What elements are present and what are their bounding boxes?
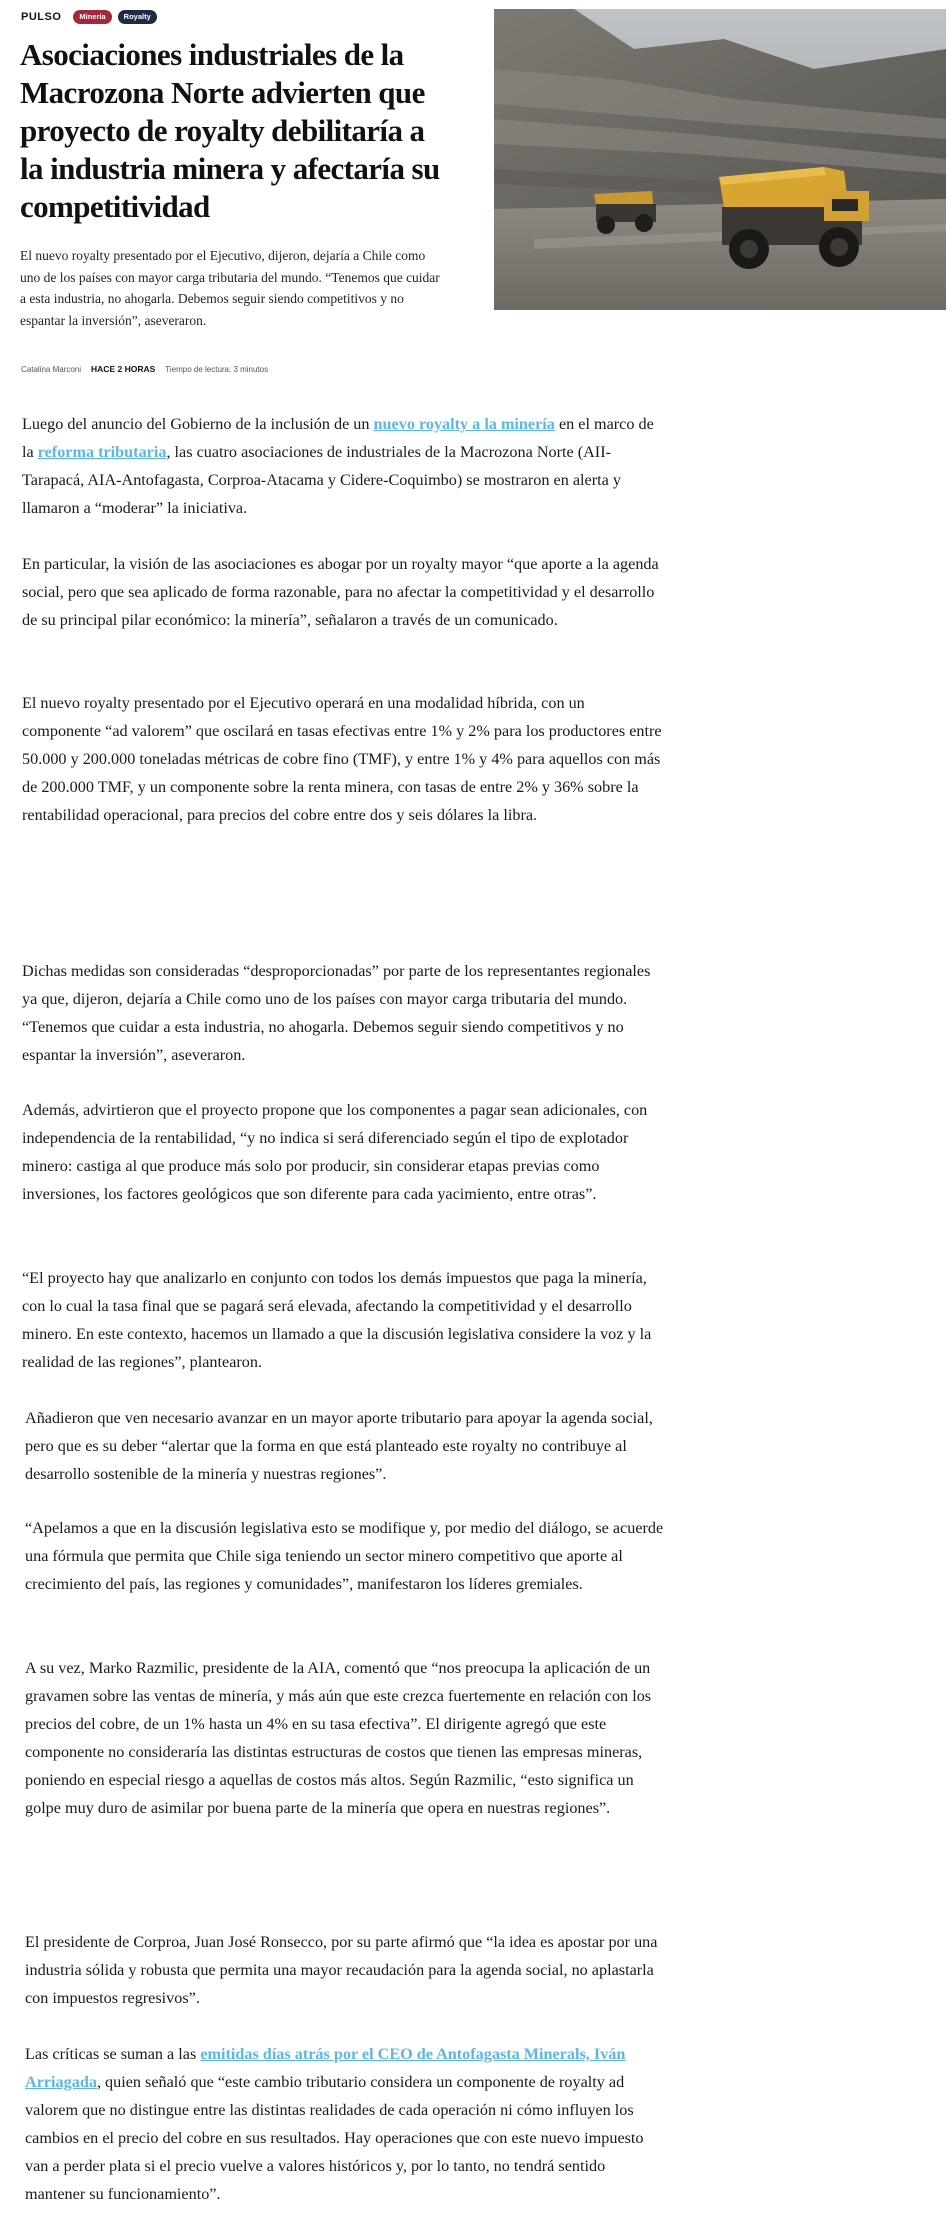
body-paragraph-10: El presidente de Corproa, Juan José Ronsecco, por su parte afirmó que “la idea es apostar por una industria sólida y robusta que permita una mayor recaudación para la agenda social, no aplastarla con impuestos regresivos”. xyxy=(25,1933,658,2007)
body-paragraph-1 xyxy=(22,410,662,522)
byline xyxy=(21,364,268,374)
body-paragraph-6: “El proyecto hay que analizarlo en conjunto con todos los demás impuestos que paga la minería, con lo cual la tasa final que se pagará será elevada, afectando la competitividad y el desarrollo minero. En este contexto, hacemos un llamado a que la discusión legislativa considere la voz y la realidad de las regiones”, plantearon. xyxy=(22,1269,652,1371)
p1-text-c: , las cuatro asociaciones de industriales de la Macrozona Norte (AII-Tarapacá, AIA-Antofagasta, Corproa-Atacama y Cidere-Coquimbo) se mostraron en alerta y llamaron a “moderar” la iniciativa. xyxy=(22,443,621,517)
link-emitidas-ceo-antofagasta[interactable]: emitidas días atrás por el CEO de Antofagasta Minerals, Iván Arriagada xyxy=(25,2045,626,2091)
tag-royalty[interactable]: Royalty xyxy=(118,10,157,24)
reading-time: Tiempo de lectura: 3 minutos xyxy=(165,364,269,374)
p1-text-b: en el marco de la xyxy=(22,415,654,461)
body-paragraph-4: Dichas medidas son consideradas “desproporcionadas” por parte de los representantes regionales ya que, dijeron, dejaría a Chile como uno de los países con mayor carga tributaria del mundo. “Tenemos que cuidar a esta industria, no ahogarla. Debemos seguir siendo competitivos y no espantar la inversión”, aseveraron. xyxy=(22,962,651,1064)
p1-text-a: Luego del anuncio del Gobierno de la inclusión de un xyxy=(22,415,374,433)
tag-mineria[interactable]: Minería xyxy=(73,10,111,24)
link-nuevo-royalty[interactable]: nuevo royalty a la minería xyxy=(373,415,555,433)
body-paragraph-2: En particular, la visión de las asociaciones es abogar por un royalty mayor “que aporte a la agenda social, pero que sea aplicado de forma razonable, para no afectar la competitividad y el desarrollo de su principal pilar económico: la minería”, señalaron a través de un comunicado. xyxy=(22,555,659,629)
body-paragraph-9: A su vez, Marko Razmilic, presidente de la AIA, comentó que “nos preocupa la aplicación de un gravamen sobre las ventas de minería, y más aún que este crezca fuertemente en relación con los precios del cobre, de un 1% hasta un 4% en su tasa efectiva”. El dirigente agregó que este componente no consideraría las distintas estructuras de costos que tienen las empresas mineras, poniendo en especial riesgo a aquellas de costos más altos. Según Razmilic, “esto significa un golpe muy duro de asimilar por buena parte de la minería que opera en nuestras regiones”. xyxy=(25,1659,652,1817)
link-reforma-tributaria[interactable]: reforma tributaria xyxy=(37,443,167,461)
body-paragraph-7: Añadieron que ven necesario avanzar en un mayor aporte tributario para apoyar la agenda social, pero que es su deber “alertar que la forma en que está planteado este royalty no contribuye al desarrollo sostenible de la minería y nuestras regiones”. xyxy=(25,1409,653,1483)
article-headline: Asociaciones industriales de la Macrozona Norte advierten que proyecto de royalty debilitaría a la industria minera y afectaría su competitividad xyxy=(20,37,440,224)
p11-text-b: , quien señaló que “este cambio tributario considera un componente de royalty ad valorem que no distingue entre las distintas realidades de cada operación ni cómo influyen los cambios en el precio del cobre en sus resultados. Hay operaciones que con este nuevo impuesto van a perder plata si el precio vuelve a valores históricos y, por lo tanto, no tendrá sentido mantener su funcionamiento”. xyxy=(25,2073,644,2203)
p11-text-a: Las críticas se suman a las xyxy=(25,2045,201,2063)
body-paragraph-11 xyxy=(25,2040,665,2208)
article-lead: El nuevo royalty presentado por el Ejecutivo, dijeron, dejaría a Chile como uno de los países con mayor carga tributaria del mundo. “Tenemos que cuidar a esta industria, no ahogarla. Debemos seguir siendo competitivos y no espantar la inversión”, aseveraron. xyxy=(20,248,440,328)
body-paragraph-5: Además, advirtieron que el proyecto propone que los componentes a pagar sean adicionales, con independencia de la rentabilidad, “y no indica si será diferenciado según el tipo de explotador minero: castiga al que produce más solo por producir, sin considerar etapas previas como inversiones, los factores geológicos que son diferente para cada yacimiento, entre otras”. xyxy=(22,1101,648,1203)
author-name[interactable]: Catalina Marconi xyxy=(21,364,82,374)
section-label[interactable]: PULSO xyxy=(21,10,62,23)
mining-trucks-photo-icon xyxy=(494,9,946,310)
article-header xyxy=(0,0,949,380)
hero-photo[interactable] xyxy=(494,9,946,310)
body-paragraph-3: El nuevo royalty presentado por el Ejecutivo operará en una modalidad híbrida, con un componente “ad valorem” que oscilará en tasas efectivas entre 1% y 2% para los productores entre 50.000 y 200.000 toneladas métricas de cobre fino (TMF), y entre 1% y 4% para aquellos con más de 200.000 TMF, y un componente sobre la renta minera, con tasas de entre 2% y 36% sobre la rentabilidad operacional, para precios del cobre entre dos y seis dólares la libra. xyxy=(22,694,662,824)
section-row xyxy=(21,10,157,24)
body-paragraph-8: “Apelamos a que en la discusión legislativa esto se modifique y, por medio del diálogo, se acuerde una fórmula que permita que Chile siga teniendo un sector minero competitivo que aporte al crecimiento del país, las regiones y comunidades”, manifestaron los líderes gremiales. xyxy=(25,1519,664,1593)
publish-time: HACE 2 HORAS xyxy=(91,364,156,374)
